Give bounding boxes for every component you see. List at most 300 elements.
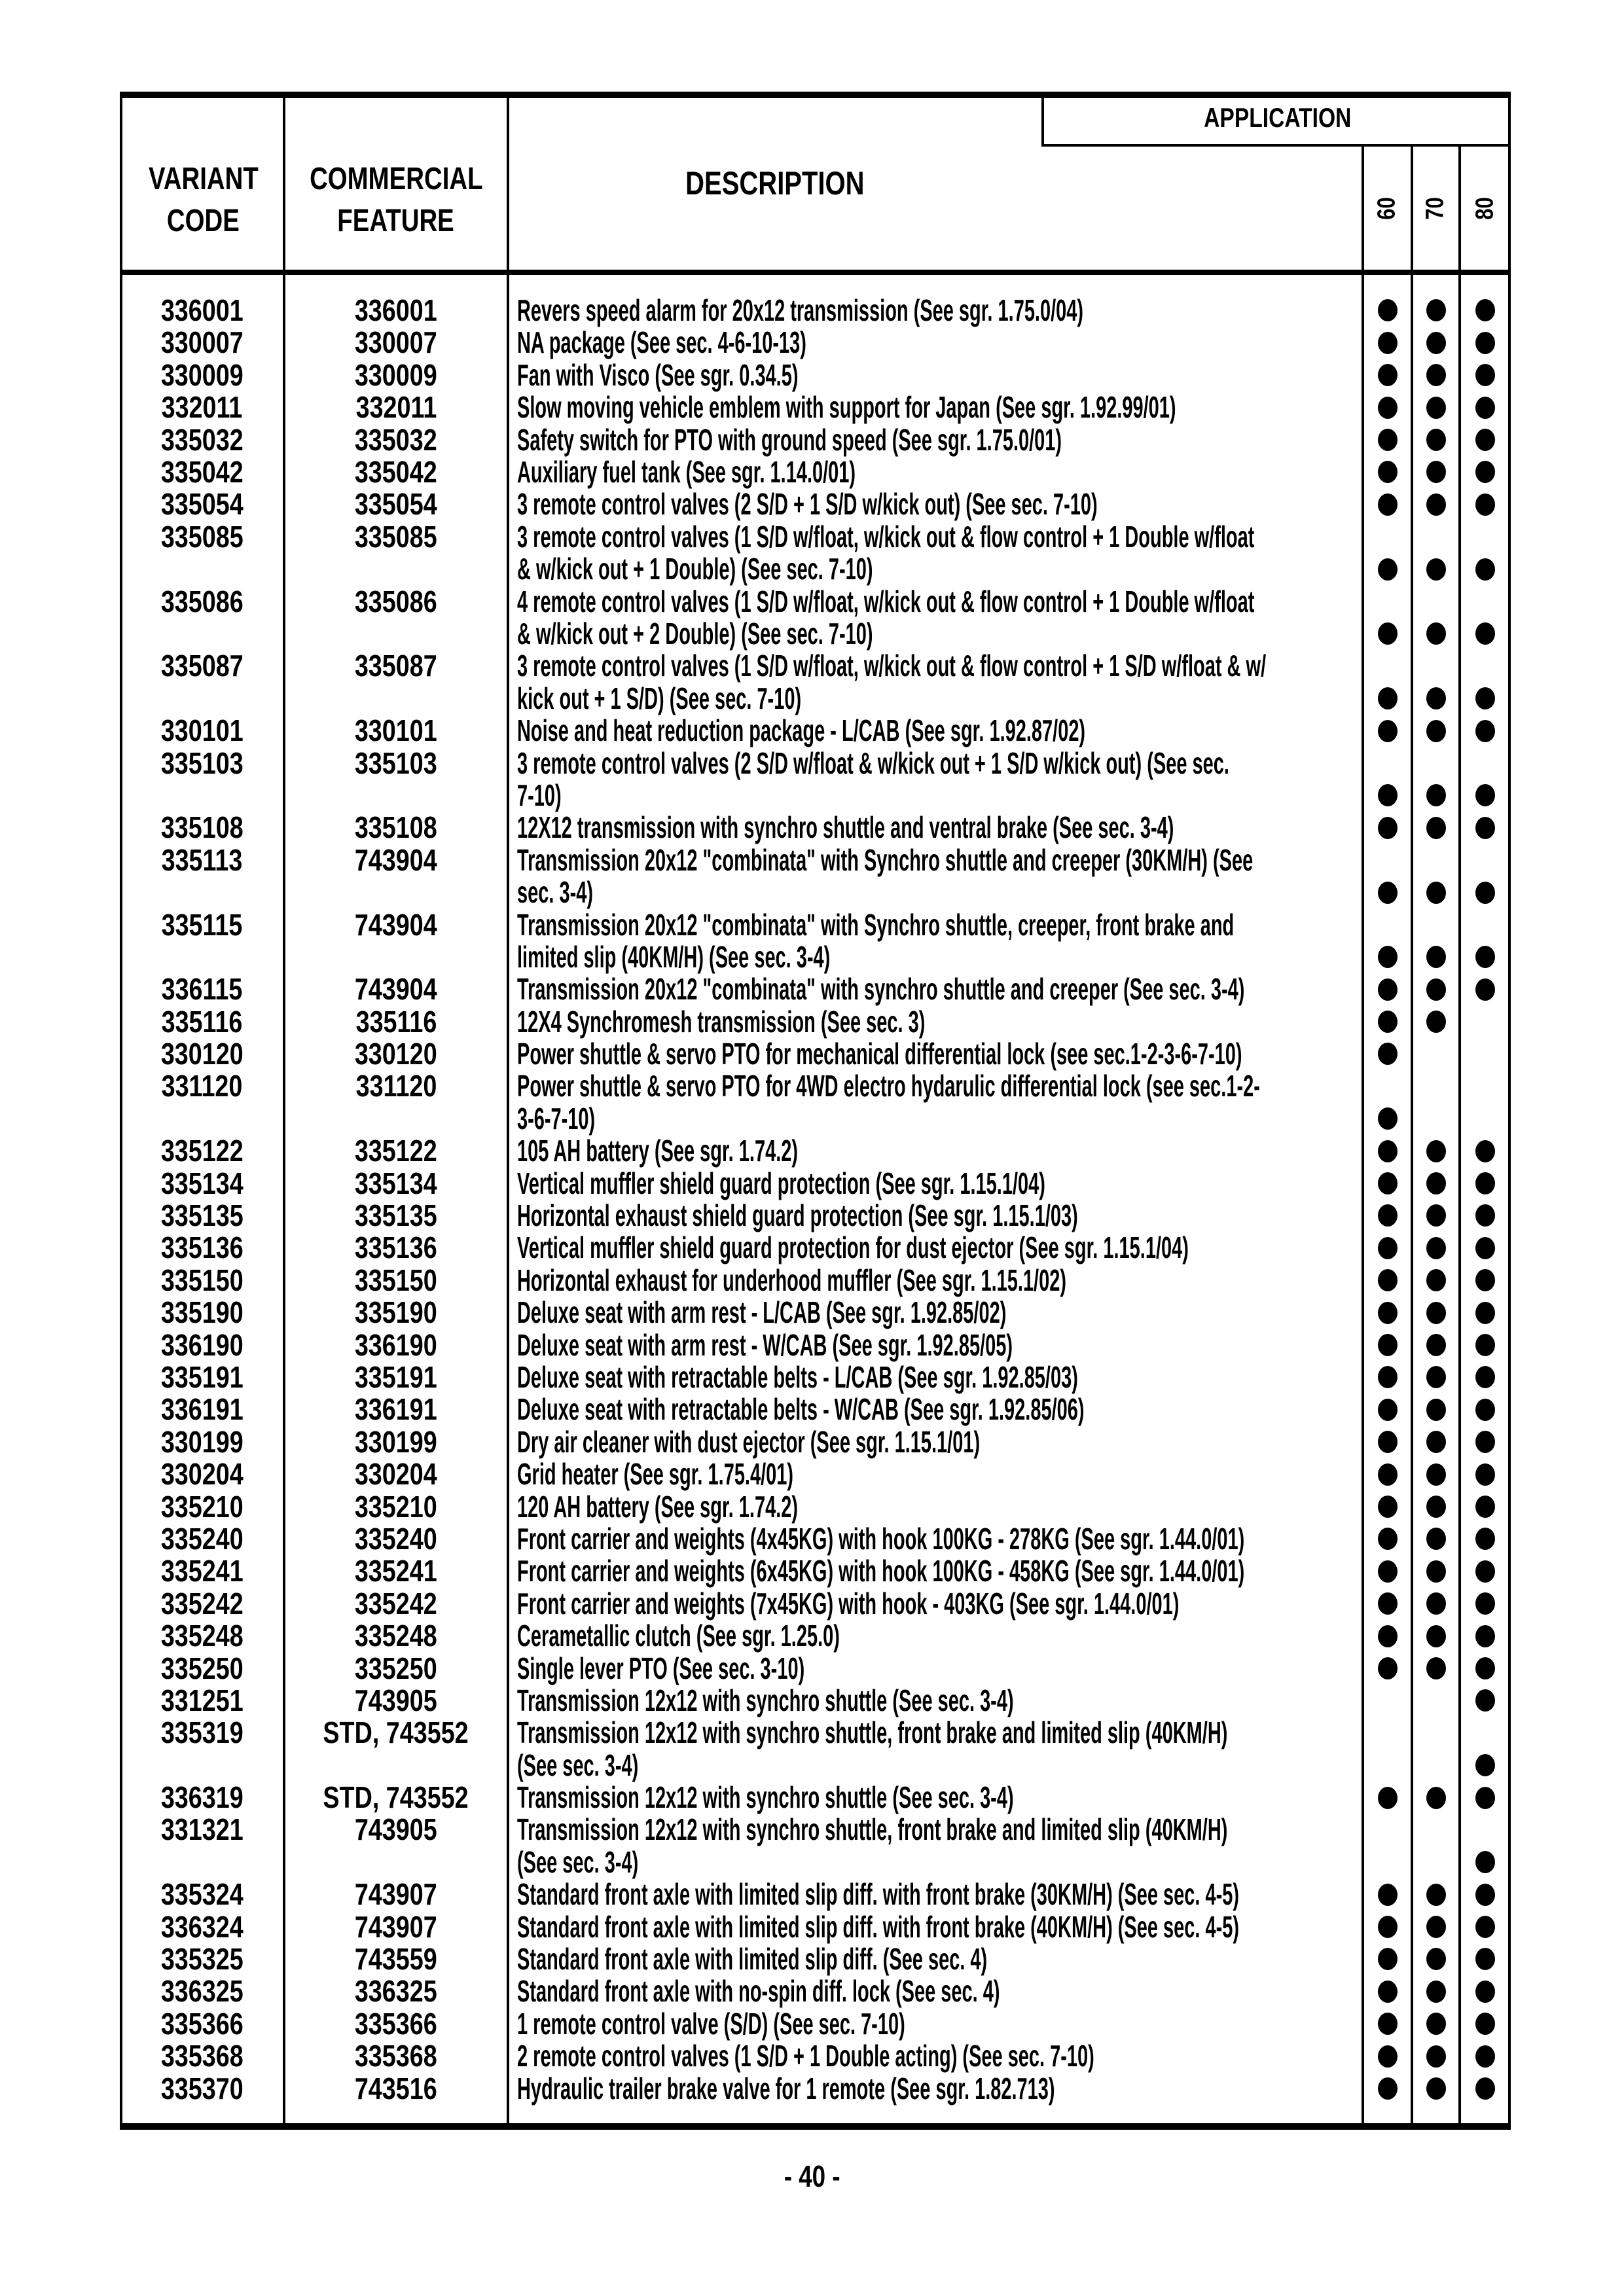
table-row — [120, 1717, 1511, 1782]
variant-code-cell — [120, 1523, 284, 1555]
variant-code-value: 335115 — [161, 907, 243, 942]
application-80-cell — [1460, 2040, 1511, 2072]
description-line: Vertical muffler shield guard protection (See sgr. 1.15.1/04) — [517, 1166, 1045, 1200]
application-70-cell — [1412, 1200, 1460, 1232]
application-dot — [1475, 1334, 1495, 1356]
application-60-cell — [1363, 1782, 1412, 1814]
commercial-feature-cell — [284, 1135, 508, 1167]
application-dot — [1426, 1916, 1446, 1938]
variant-code-cell — [120, 521, 284, 553]
variant-code-value: 335087 — [160, 649, 244, 683]
application-60-cell — [1363, 359, 1412, 391]
application-dot — [1475, 1592, 1495, 1615]
variant-code-value: 330007 — [160, 325, 244, 360]
description-line: 3 remote control valves (2 S/D w/float & w/kick out + 1 S/D w/kick out) (See sec. — [517, 745, 1229, 780]
description-line: Transmission 20x12 "combinata" with synchro shuttle and creeper (See sec. 3-4) — [517, 972, 1245, 1007]
application-dot — [1426, 1237, 1446, 1259]
description-line: Grid heater (See sgr. 1.75.4/01) — [517, 1457, 794, 1492]
table-row — [120, 1458, 1511, 1490]
variant-code-value: 335054 — [160, 487, 244, 522]
variant-code-cell — [120, 1297, 284, 1329]
description-cell — [508, 1297, 1363, 1329]
description-line: Transmission 12x12 with synchro shuttle, front brake and limited slip (40KM/H) — [517, 1812, 1228, 1847]
application-60-cell — [1363, 1265, 1412, 1297]
application-70-cell — [1412, 1393, 1460, 1426]
description-cell — [508, 1265, 1363, 1297]
table-row — [120, 1168, 1511, 1200]
description-line: 2 remote control valves (1 S/D + 1 Double acting) (See sec. 7-10) — [517, 2039, 1094, 2073]
variant-code-value: 335250 — [160, 1651, 244, 1685]
variant-code-value: 330101 — [160, 713, 244, 748]
application-dot — [1378, 1463, 1398, 1486]
variant-code-cell — [120, 1717, 284, 1749]
application-80-cell — [1460, 715, 1511, 747]
commercial-feature-value: 743904 — [355, 907, 437, 942]
application-60-cell — [1363, 1620, 1412, 1652]
description-cell — [508, 650, 1363, 715]
description-line: Power shuttle & servo PTO for mechanical differential lock (see sec.1-2-3-6-7-10) — [517, 1037, 1242, 1071]
description-line: 120 AH battery (See sgr. 1.74.2) — [517, 1489, 799, 1524]
application-dot — [1378, 1399, 1398, 1421]
application-70-cell — [1412, 1458, 1460, 1490]
table-row — [120, 1361, 1511, 1393]
application-70-cell — [1412, 2073, 1460, 2105]
description-line: Transmission 12x12 with synchro shuttle (See sec. 3-4) — [517, 1683, 1014, 1717]
application-dot — [1378, 1011, 1398, 1033]
description-cell — [508, 295, 1363, 327]
variant-code-value: 335042 — [160, 454, 244, 489]
description-cell — [508, 1975, 1363, 2007]
description-line: Auxiliary fuel tank (See sgr. 1.14.0/01) — [517, 454, 856, 489]
table-row — [120, 1393, 1511, 1426]
application-dot — [1475, 1787, 1495, 1809]
application-70-cell — [1412, 1555, 1460, 1587]
application-dot — [1378, 364, 1398, 386]
variant-code-cell — [120, 1135, 284, 1167]
application-dot — [1378, 1302, 1398, 1324]
description-cell — [508, 1588, 1363, 1620]
variant-code-cell — [120, 359, 284, 391]
variant-code-cell — [120, 1070, 284, 1102]
application-dot — [1475, 687, 1495, 709]
application-dot — [1475, 784, 1495, 806]
application-dot — [1378, 1269, 1398, 1291]
variant-code-cell — [120, 586, 284, 618]
application-60-cell — [1363, 1070, 1412, 1135]
application-70-cell — [1412, 1168, 1460, 1200]
application-dot — [1475, 978, 1495, 1001]
application-80-cell — [1460, 1265, 1511, 1297]
description-line: Standard front axle with no-spin diff. lock (See sec. 4) — [517, 1974, 1000, 2009]
application-70-cell — [1412, 1491, 1460, 1523]
commercial-feature-cell — [284, 1523, 508, 1555]
application-60-cell — [1363, 909, 1412, 974]
application-dot — [1426, 1625, 1446, 1647]
application-dot — [1426, 332, 1446, 354]
variant-code-cell — [120, 1232, 284, 1264]
variant-code-cell — [120, 1911, 284, 1943]
application-60-cell — [1363, 1393, 1412, 1426]
description-line: 4 remote control valves (1 S/D w/float, w/kick out & flow control + 1 Double w/float — [517, 584, 1255, 619]
application-dot — [1426, 817, 1446, 839]
description-line: Single lever PTO (See sec. 3-10) — [517, 1651, 805, 1685]
table-row — [120, 488, 1511, 520]
commercial-feature-value: 330007 — [355, 325, 437, 360]
application-60-cell — [1363, 1038, 1412, 1070]
variant-code-value: 331120 — [161, 1069, 243, 1103]
application-dot — [1426, 493, 1446, 516]
commercial-feature-cell — [284, 1620, 508, 1652]
variant-code-cell — [120, 650, 284, 682]
application-dot — [1378, 1560, 1398, 1583]
application-dot — [1426, 558, 1446, 581]
application-dot — [1378, 1528, 1398, 1550]
description-line: 12X4 Synchromesh transmission (See sec. 3) — [517, 1004, 926, 1039]
application-80-cell — [1460, 586, 1511, 651]
application-70-cell — [1412, 1297, 1460, 1329]
application-dot — [1475, 1851, 1495, 1873]
table-row — [120, 586, 1511, 651]
application-dot — [1378, 1884, 1398, 1906]
application-dot — [1475, 2045, 1495, 2068]
application-dot — [1426, 1657, 1446, 1679]
application-dot — [1426, 1981, 1446, 2003]
table-row — [120, 295, 1511, 327]
application-dot — [1475, 720, 1495, 742]
application-80-cell — [1460, 2008, 1511, 2040]
variant-code-cell — [120, 2008, 284, 2040]
description-line: 105 AH battery (See sgr. 1.74.2) — [517, 1134, 799, 1168]
application-60-cell — [1363, 1006, 1412, 1038]
commercial-feature-value: 335241 — [355, 1554, 437, 1588]
commercial-feature-cell — [284, 1361, 508, 1393]
application-80-cell — [1460, 1329, 1511, 1361]
application-70-cell — [1412, 2040, 1460, 2072]
application-80-cell — [1460, 844, 1511, 909]
commercial-feature-cell — [284, 1943, 508, 1975]
application-80-cell — [1460, 1458, 1511, 1490]
application-70-cell — [1412, 586, 1460, 651]
description-line: 1 remote control valve (S/D) (See sec. 7-10) — [517, 2006, 905, 2041]
application-dot — [1378, 397, 1398, 419]
application-60-cell — [1363, 1329, 1412, 1361]
application-dot — [1426, 1399, 1446, 1421]
application-dot — [1475, 1172, 1495, 1194]
commercial-feature-cell — [284, 359, 508, 391]
application-dot — [1426, 397, 1446, 419]
description-line: Power shuttle & servo PTO for 4WD electro hydarulic differential lock (see sec.1-2- — [517, 1069, 1260, 1103]
variant-code-cell — [120, 1491, 284, 1523]
description-line: sec. 3-4) — [517, 875, 593, 910]
description-cell — [508, 1620, 1363, 1652]
variant-code-value: 335370 — [160, 2071, 244, 2106]
application-dot — [1475, 461, 1495, 483]
application-dot — [1475, 1399, 1495, 1421]
application-70-cell — [1412, 488, 1460, 520]
application-header-label: APPLICATION — [1203, 102, 1352, 133]
table-row — [120, 1588, 1511, 1620]
commercial-feature-value: 743907 — [355, 1909, 437, 1944]
variant-code-cell — [120, 1393, 284, 1426]
commercial-feature-value: 330120 — [355, 1037, 437, 1071]
application-80-cell — [1460, 909, 1511, 974]
application-dot — [1378, 493, 1398, 516]
commercial-feature-cell — [284, 747, 508, 780]
application-dot — [1378, 1496, 1398, 1518]
table-body — [120, 275, 1511, 2105]
application-80-cell — [1460, 1168, 1511, 1200]
table-row — [120, 327, 1511, 359]
application-dot — [1426, 299, 1446, 321]
application-dot — [1426, 1302, 1446, 1324]
application-60-cell — [1363, 521, 1412, 586]
variant-code-value: 335116 — [161, 1004, 243, 1039]
table-row — [120, 521, 1511, 586]
table-row — [120, 1232, 1511, 1264]
description-cell — [508, 391, 1363, 423]
application-dot — [1378, 784, 1398, 806]
commercial-feature-cell — [284, 1782, 508, 1814]
variant-code-value: 336324 — [160, 1909, 244, 1944]
application-60-cell — [1363, 1653, 1412, 1685]
application-60-cell — [1363, 1426, 1412, 1458]
application-60-cell — [1363, 1588, 1412, 1620]
commercial-feature-cell — [284, 1911, 508, 1943]
application-60-cell — [1363, 1685, 1412, 1717]
application-dot — [1378, 1657, 1398, 1679]
table-row — [120, 747, 1511, 812]
application-80-cell — [1460, 488, 1511, 520]
description-line: Vertical muffler shield guard protection for dust ejector (See sgr. 1.15.1/04) — [517, 1230, 1189, 1265]
application-dot — [1475, 1237, 1495, 1259]
application-70-cell — [1412, 1038, 1460, 1070]
application-dot — [1378, 946, 1398, 968]
description-cell — [508, 1070, 1363, 1135]
application-70-cell — [1412, 715, 1460, 747]
application-dot — [1475, 1528, 1495, 1550]
description-line: (See sec. 3-4) — [517, 1844, 639, 1879]
table-row — [120, 844, 1511, 909]
application-80-cell — [1460, 1491, 1511, 1523]
description-line: Transmission 12x12 with synchro shuttle, front brake and limited slip (40KM/H) — [517, 1715, 1228, 1750]
application-dot — [1426, 1366, 1446, 1388]
application-dot — [1475, 364, 1495, 386]
description-line: & w/kick out + 2 Double) (See sec. 7-10) — [517, 616, 873, 651]
page-number: - 40 - — [784, 2159, 840, 2193]
table-row — [120, 2040, 1511, 2072]
table-row — [120, 1814, 1511, 1878]
application-80-cell — [1460, 1878, 1511, 1910]
application-60-cell — [1363, 1200, 1412, 1232]
application-dot — [1378, 882, 1398, 904]
application-70-cell — [1412, 909, 1460, 974]
application-dot — [1475, 1560, 1495, 1583]
application-70-cell — [1412, 1782, 1460, 1814]
application-dot — [1475, 397, 1495, 419]
commercial-feature-value: 743907 — [355, 1877, 437, 1912]
application-70-cell — [1412, 1620, 1460, 1652]
description-cell — [508, 1232, 1363, 1264]
application-dot — [1475, 1431, 1495, 1453]
commercial-feature-value: 336001 — [355, 293, 437, 327]
application-dot — [1475, 1689, 1495, 1712]
application-70-cell — [1412, 1943, 1460, 1975]
table-row — [120, 1426, 1511, 1458]
application-dot — [1378, 1334, 1398, 1356]
description-cell — [508, 327, 1363, 359]
application-80-cell — [1460, 359, 1511, 391]
table-row — [120, 1620, 1511, 1652]
commercial-feature-cell — [284, 488, 508, 520]
application-dot — [1378, 299, 1398, 321]
application-80-cell — [1460, 424, 1511, 456]
application-60-cell — [1363, 1555, 1412, 1587]
application-80-cell — [1460, 650, 1511, 715]
commercial-feature-value: 335042 — [355, 454, 437, 489]
variant-code-value: 335086 — [160, 584, 244, 619]
application-80-cell — [1460, 1070, 1511, 1135]
application-dot — [1426, 1496, 1446, 1518]
variant-code-value: 331251 — [160, 1683, 244, 1717]
description-line: & w/kick out + 1 Double) (See sec. 7-10) — [517, 552, 873, 586]
application-70-cell — [1412, 1232, 1460, 1264]
application-70-cell — [1412, 1523, 1460, 1555]
application-dot — [1378, 1043, 1398, 1065]
application-60-cell — [1363, 456, 1412, 488]
application-dot — [1426, 1172, 1446, 1194]
application-dot — [1378, 1948, 1398, 1970]
description-cell — [508, 1200, 1363, 1232]
commercial-feature-value: STD, 743552 — [323, 1715, 469, 1750]
variant-code-value: 335103 — [160, 745, 244, 780]
commercial-feature-value: 335116 — [355, 1004, 437, 1039]
application-80-cell — [1460, 1200, 1511, 1232]
application-dot — [1426, 784, 1446, 806]
application-80-cell — [1460, 747, 1511, 812]
table-row — [120, 359, 1511, 391]
description-cell — [508, 488, 1363, 520]
application-dot — [1475, 429, 1495, 451]
table-row — [120, 650, 1511, 715]
table-row — [120, 1555, 1511, 1587]
commercial-feature-cell — [284, 812, 508, 844]
commercial-feature-value: 332011 — [355, 390, 437, 425]
description-cell — [508, 1135, 1363, 1167]
application-60-cell — [1363, 2073, 1412, 2105]
variant-code-cell — [120, 2040, 284, 2072]
description-line: (See sec. 3-4) — [517, 1748, 639, 1782]
application-80-cell — [1460, 1361, 1511, 1393]
table-row — [120, 1943, 1511, 1975]
variant-code-cell — [120, 1265, 284, 1297]
description-cell — [508, 1523, 1363, 1555]
application-80-cell — [1460, 812, 1511, 844]
commercial-feature-value: 335108 — [355, 810, 437, 845]
application-80-cell — [1460, 1135, 1511, 1167]
application-dot — [1426, 1560, 1446, 1583]
application-dot — [1475, 558, 1495, 581]
commercial-feature-value: 336190 — [355, 1327, 437, 1362]
commercial-feature-cell — [284, 1814, 508, 1846]
application-60-cell — [1363, 1458, 1412, 1490]
variant-code-cell — [120, 812, 284, 844]
description-line: Hydraulic trailer brake valve for 1 remote (See sgr. 1.82.713) — [517, 2071, 1055, 2106]
description-line: 3 remote control valves (1 S/D w/float, w/kick out & flow control + 1 Double w/float — [517, 519, 1255, 554]
application-70-cell — [1412, 844, 1460, 909]
application-80-cell — [1460, 391, 1511, 423]
application-dot — [1475, 1948, 1495, 1970]
description-line: Horizontal exhaust shield guard protection (See sgr. 1.15.1/03) — [517, 1198, 1078, 1233]
application-dot — [1378, 429, 1398, 451]
application-60-cell — [1363, 1943, 1412, 1975]
variant-code-value: 332011 — [161, 390, 243, 425]
application-80-cell — [1460, 1653, 1511, 1685]
description-cell — [508, 1393, 1363, 1426]
commercial-feature-value: 335240 — [355, 1521, 437, 1556]
description-cell — [508, 456, 1363, 488]
model-label-70: 70 — [1422, 196, 1449, 220]
commercial-feature-cell — [284, 1297, 508, 1329]
application-80-cell — [1460, 1620, 1511, 1652]
variant-code-value: 336325 — [160, 1974, 244, 2009]
variant-code-cell — [120, 1168, 284, 1200]
variant-code-cell — [120, 1878, 284, 1910]
variant-code-cell — [120, 1038, 284, 1070]
application-dot — [1378, 2013, 1398, 2035]
description-line: Front carrier and weights (4x45KG) with hook 100KG - 278KG (See sgr. 1.44.0/01) — [517, 1521, 1245, 1556]
description-line: Cerametallic clutch (See sgr. 1.25.0) — [517, 1619, 840, 1653]
variant-code-value: 336115 — [161, 972, 243, 1007]
application-dot — [1378, 1237, 1398, 1259]
variant-code-value: 335190 — [160, 1295, 244, 1330]
application-60-cell — [1363, 327, 1412, 359]
commercial-feature-value: 335122 — [355, 1134, 437, 1168]
table-border-bottom — [120, 2123, 1511, 2130]
application-dot — [1475, 493, 1495, 516]
description-line: Deluxe seat with retractable belts - L/CAB (See sgr. 1.92.85/03) — [517, 1360, 1078, 1394]
table-row — [120, 2073, 1511, 2105]
commercial-feature-value: 335250 — [355, 1651, 437, 1685]
application-70-cell — [1412, 650, 1460, 715]
variant-code-value: 335240 — [160, 1521, 244, 1556]
table-row — [120, 1329, 1511, 1361]
description-cell — [508, 2073, 1363, 2105]
variant-code-header-line2: CODE — [167, 204, 240, 238]
variant-code-value: 336319 — [160, 1780, 244, 1815]
application-60-cell — [1363, 1491, 1412, 1523]
application-70-cell — [1412, 1911, 1460, 1943]
application-dot — [1475, 1625, 1495, 1647]
variant-code-value: 335191 — [160, 1360, 244, 1394]
description-line: Front carrier and weights (7x45KG) with hook - 403KG (See sgr. 1.44.0/01) — [517, 1586, 1180, 1621]
application-60-cell — [1363, 2008, 1412, 2040]
application-dot — [1426, 946, 1446, 968]
application-80-cell — [1460, 1588, 1511, 1620]
application-dot — [1426, 1140, 1446, 1162]
application-70-cell — [1412, 1717, 1460, 1782]
application-dot — [1378, 1981, 1398, 2003]
description-cell — [508, 359, 1363, 391]
application-70-cell — [1412, 1265, 1460, 1297]
variant-code-cell — [120, 1975, 284, 2007]
application-dot — [1426, 1592, 1446, 1615]
commercial-feature-value: 335054 — [355, 487, 437, 522]
application-80-cell — [1460, 1297, 1511, 1329]
description-line: Deluxe seat with arm rest - L/CAB (See sgr. 1.92.85/02) — [517, 1295, 1007, 1330]
commercial-feature-cell — [284, 1878, 508, 1910]
application-dot — [1475, 1657, 1495, 1679]
application-80-cell — [1460, 521, 1511, 586]
